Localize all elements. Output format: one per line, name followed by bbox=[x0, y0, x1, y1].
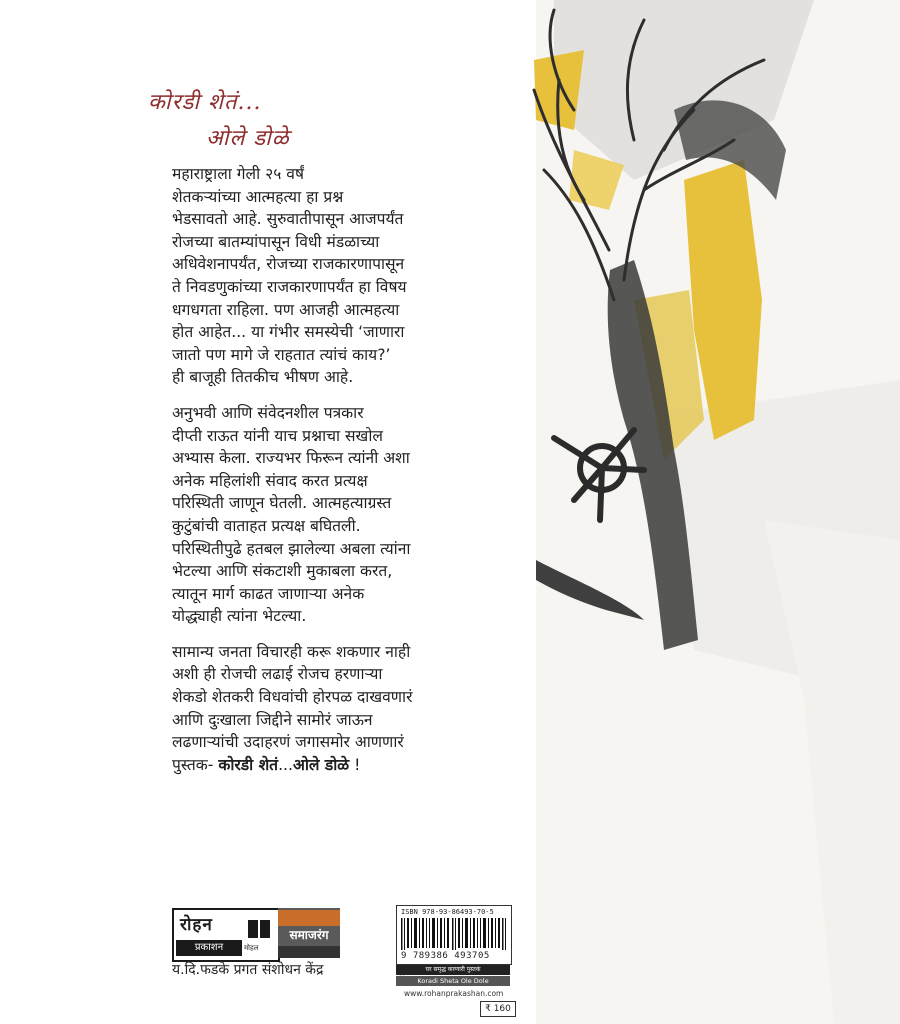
book-icon bbox=[246, 916, 272, 942]
blurb-line: महाराष्ट्राला गेली २५ वर्षं bbox=[172, 165, 304, 183]
samajrang-dark-bar bbox=[278, 946, 340, 958]
blurb-line: लढणाऱ्यांची उदाहरणं जगासमोर आणणारं bbox=[172, 733, 404, 752]
price-tag: ₹ 160 bbox=[480, 1001, 516, 1017]
blurb-line: त्यातून मार्ग काढत जाणाऱ्या अनेक bbox=[172, 584, 365, 603]
blurb-line: भेटल्या आणि संकटाशी मुकाबला करत, bbox=[172, 562, 393, 581]
rohan-sub: प्रकाशन bbox=[176, 940, 242, 956]
blurb-closing-line bbox=[172, 754, 512, 777]
closing-ellipsis: ... bbox=[278, 755, 293, 774]
isbn-barcode bbox=[396, 905, 512, 965]
blurb-line: परिस्थितीपुढे हतबल झालेल्या अबला त्यांना bbox=[172, 539, 411, 558]
blurb-line: आणि दुःखाला जिद्दीने सामोरं जाऊन bbox=[172, 710, 373, 729]
blurb-paragraph-2 bbox=[172, 402, 512, 628]
blurb-line: शेकडो शेतकरी विधवांची होरपळ दाखवणारं bbox=[172, 688, 413, 707]
handwritten-title bbox=[148, 86, 348, 158]
title-line-1: कोरडी शेतं... bbox=[148, 90, 262, 115]
samajrang-name: समाजरंग bbox=[289, 928, 329, 942]
institute-name: य.दि.फडके प्रगत संशोधन केंद्र bbox=[172, 962, 324, 978]
blurb-line: ते निवडणुकांच्या राजकारणापर्यंत हा विषय bbox=[172, 277, 407, 296]
blurb-line: रोजच्या बातम्यांपासून विधी मंडळाच्या bbox=[172, 232, 380, 251]
blurb-line: अधिवेशनापर्यंत, रोजच्या राजकारणापासून bbox=[172, 255, 405, 274]
rohan-name: रोहन bbox=[180, 915, 213, 935]
blurb-line: योद्ध्याही त्यांना भेटल्या. bbox=[172, 607, 307, 626]
blurb-line: ही बाजूही तितकीच भीषण आहे. bbox=[172, 368, 354, 387]
book-title-latin: Koradi Sheta Ole Dole bbox=[396, 976, 510, 986]
barcode-bars bbox=[401, 918, 507, 950]
book-title-part-1: कोरडी शेतं bbox=[218, 755, 279, 774]
publisher-logos bbox=[172, 908, 342, 958]
blurb-line: सामान्य जनता विचारही करू शकणार नाही bbox=[172, 642, 411, 661]
publisher-tagline: घर समृद्ध करणारी पुस्तकं bbox=[396, 965, 510, 975]
samajrang-logo bbox=[278, 908, 340, 958]
closing-suffix: ! bbox=[349, 755, 361, 774]
closing-prefix: पुस्तक- bbox=[172, 755, 219, 774]
blurb-line: अशी ही रोजची लढाई रोजच हरणाऱ्या bbox=[172, 665, 383, 684]
title-line-2: ओले डोळे bbox=[206, 126, 290, 151]
blurb-paragraph-3 bbox=[172, 641, 512, 777]
blurb-line: शेतकऱ्यांच्या आत्महत्या हा प्रश्न bbox=[172, 187, 344, 206]
blurb-line: जातो पण मागे जे राहतात त्यांचं काय?’ bbox=[172, 345, 391, 364]
blurb-line: भेडसावतो आहे. सुरुवातीपासून आजपर्यंत bbox=[172, 210, 404, 229]
rohan-prakashan-logo bbox=[172, 908, 280, 962]
cover-artwork bbox=[514, 0, 900, 1024]
tree-painting bbox=[514, 0, 900, 1024]
blurb-line: अनेक महिलांशी संवाद करत प्रत्यक्ष bbox=[172, 471, 368, 490]
blurb-line: कुटुंबांची वाताहत प्रत्यक्ष बघितली. bbox=[172, 516, 361, 535]
blurb-text bbox=[172, 163, 512, 789]
isbn-text: ISBN 978-93-86493-70-5 bbox=[401, 908, 494, 916]
book-title-part-2: ओले डोळे bbox=[292, 755, 350, 774]
blurb-line: धगधगता राहिला. पण आजही आत्महत्या bbox=[172, 300, 400, 319]
blurb-line: परिस्थिती जाणून घेतली. आत्महत्याग्रस्त bbox=[172, 494, 392, 513]
blurb-line: दीप्ती राऊत यांनी याच प्रश्नाचा सखोल bbox=[172, 426, 383, 445]
samajrang-accent-bar bbox=[278, 910, 340, 926]
barcode-block bbox=[384, 905, 514, 1023]
publisher-website: www.rohanprakashan.com bbox=[404, 989, 504, 998]
blurb-paragraph-1 bbox=[172, 163, 512, 389]
barcode-digits: 9 789386 493705 bbox=[401, 951, 490, 961]
rohan-small: मोहल bbox=[244, 944, 259, 952]
blurb-line: अभ्यास केला. राज्यभर फिरून त्यांनी अशा bbox=[172, 449, 410, 468]
blurb-line: अनुभवी आणि संवेदनशील पत्रकार bbox=[172, 403, 364, 422]
blurb-line: होत आहेत... या गंभीर समस्येची ‘जाणारा bbox=[172, 323, 405, 342]
